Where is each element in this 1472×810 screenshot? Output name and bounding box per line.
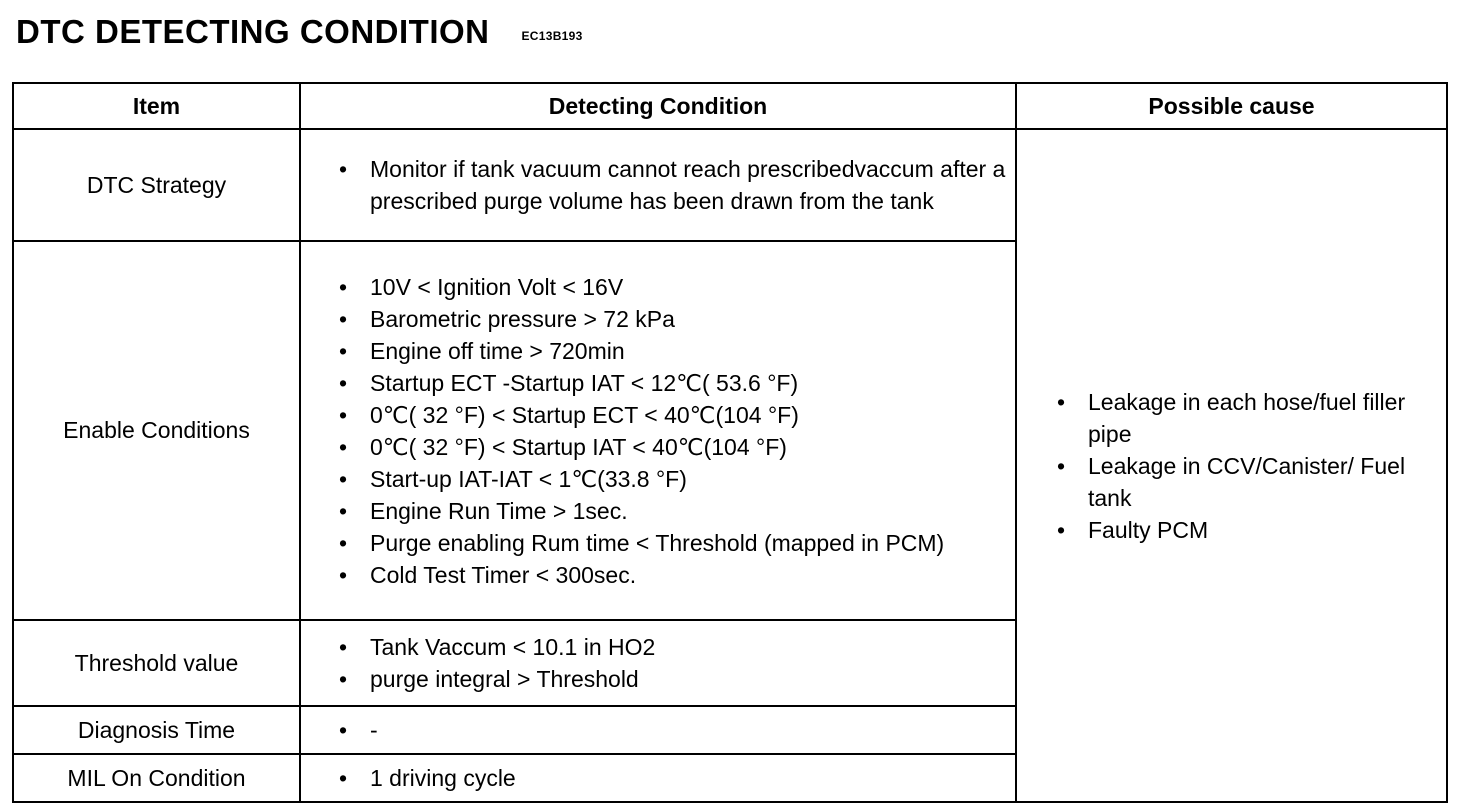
condition-item: • 0℃( 32 °F) < Startup ECT < 40℃(104 °F) bbox=[339, 399, 1007, 431]
condition-item: • Startup ECT -Startup IAT < 12℃( 53.6 °F) bbox=[339, 367, 1007, 399]
possible-cause-list bbox=[1057, 386, 1438, 546]
table-header-row bbox=[13, 83, 1447, 129]
condition-item: • Tank Vaccum < 10.1 in HO2 bbox=[339, 631, 1007, 663]
item-cell-dtc-strategy: DTC Strategy bbox=[13, 129, 300, 241]
item-cell-mil-on-condition: MIL On Condition bbox=[13, 754, 300, 802]
condition-item: • 10V < Ignition Volt < 16V bbox=[339, 271, 1007, 303]
condition-item: • Monitor if tank vacuum cannot reach prescribedvaccum after a prescribed purge volume has been drawn from the tank bbox=[339, 153, 1007, 217]
condition-cell-dtc-strategy bbox=[300, 129, 1016, 241]
table-row-dtc-strategy bbox=[13, 129, 1447, 241]
possible-cause-item: • Faulty PCM bbox=[1057, 514, 1438, 546]
condition-cell-mil-on-condition bbox=[300, 754, 1016, 802]
header-detecting-condition: Detecting Condition bbox=[300, 83, 1016, 129]
dtc-condition-table bbox=[12, 82, 1448, 803]
item-cell-enable-conditions: Enable Conditions bbox=[13, 241, 300, 620]
condition-list-dtc-strategy bbox=[339, 153, 1007, 217]
condition-item: • Engine Run Time > 1sec. bbox=[339, 495, 1007, 527]
condition-list-mil-on-condition bbox=[339, 762, 1007, 794]
possible-cause-item: • Leakage in each hose/fuel filler pipe bbox=[1057, 386, 1438, 450]
page-title: DTC DETECTING CONDITION bbox=[16, 13, 490, 50]
condition-item: • Barometric pressure > 72 kPa bbox=[339, 303, 1007, 335]
condition-cell-enable-conditions bbox=[300, 241, 1016, 620]
condition-item: • Purge enabling Rum time < Threshold (mapped in PCM) bbox=[339, 527, 1007, 559]
possible-cause-item: • Leakage in CCV/Canister/ Fuel tank bbox=[1057, 450, 1438, 514]
header-item: Item bbox=[13, 83, 300, 129]
condition-item: • Engine off time > 720min bbox=[339, 335, 1007, 367]
condition-item: • - bbox=[339, 714, 1007, 746]
condition-list-diagnosis-time bbox=[339, 714, 1007, 746]
condition-item: • Cold Test Timer < 300sec. bbox=[339, 559, 1007, 591]
condition-item: • purge integral > Threshold bbox=[339, 663, 1007, 695]
condition-item: • 1 driving cycle bbox=[339, 762, 1007, 794]
possible-cause-cell bbox=[1016, 129, 1447, 802]
item-cell-threshold-value: Threshold value bbox=[13, 620, 300, 706]
item-cell-diagnosis-time: Diagnosis Time bbox=[13, 706, 300, 754]
condition-list-threshold-value bbox=[339, 631, 1007, 695]
document-code: EC13B193 bbox=[521, 29, 583, 43]
condition-list-enable-conditions bbox=[339, 271, 1007, 591]
condition-cell-diagnosis-time bbox=[300, 706, 1016, 754]
condition-item: • Start-up IAT-IAT < 1℃(33.8 °F) bbox=[339, 463, 1007, 495]
title-bar bbox=[16, 8, 583, 56]
header-possible-cause: Possible cause bbox=[1016, 83, 1447, 129]
condition-cell-threshold-value bbox=[300, 620, 1016, 706]
condition-item: • 0℃( 32 °F) < Startup IAT < 40℃(104 °F) bbox=[339, 431, 1007, 463]
